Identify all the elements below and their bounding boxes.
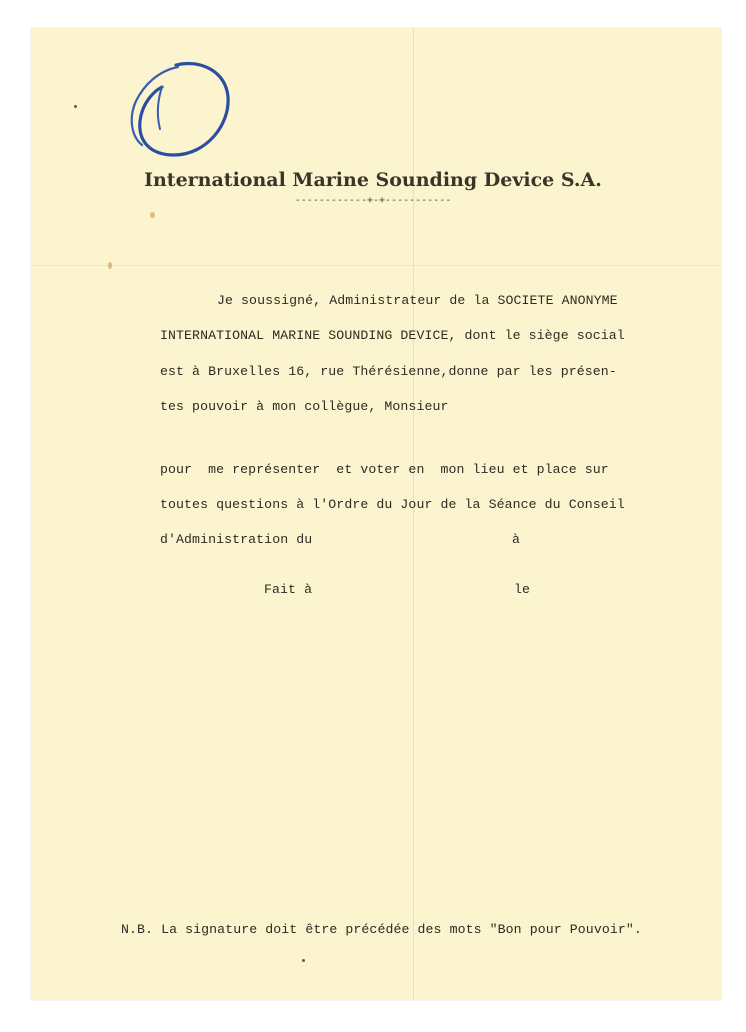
paper-stain <box>150 212 155 218</box>
paragraph-1-line-1: Je soussigné, Administrateur de la SOCIETE ANONYME <box>217 293 618 308</box>
ink-speck <box>74 105 77 108</box>
paragraph-1-line-3: est à Bruxelles 16, rue Thérésienne,donne par les présen- <box>160 364 617 379</box>
signed-on-label: le <box>514 582 531 597</box>
paragraph-2-line-1: pour me représenter et voter en mon lieu et place sur <box>160 462 609 477</box>
paragraph-1-line-4: tes pouvoir à mon collègue, Monsieur <box>160 399 449 414</box>
paragraph-2-line-2: toutes questions à l'Ordre du Jour de la Séance du Conseil <box>160 497 625 512</box>
heading-divider: ------------+-+----------- <box>294 195 452 206</box>
ink-speck <box>302 959 305 962</box>
footnote: N.B. La signature doit être précédée des mots "Bon pour Pouvoir". <box>121 922 642 937</box>
blue-circle-mark-icon <box>118 55 238 165</box>
company-heading: International Marine Sounding Device S.A. <box>144 169 602 191</box>
paragraph-1-line-2: INTERNATIONAL MARINE SOUNDING DEVICE, dont le siège social <box>160 328 625 343</box>
paper-stain <box>108 262 112 269</box>
fold-line-horizontal <box>31 265 721 266</box>
date-a-label: à <box>512 532 521 547</box>
signed-at-label: Fait à <box>264 582 313 597</box>
paragraph-2-line-3: d'Administration du <box>160 532 313 547</box>
